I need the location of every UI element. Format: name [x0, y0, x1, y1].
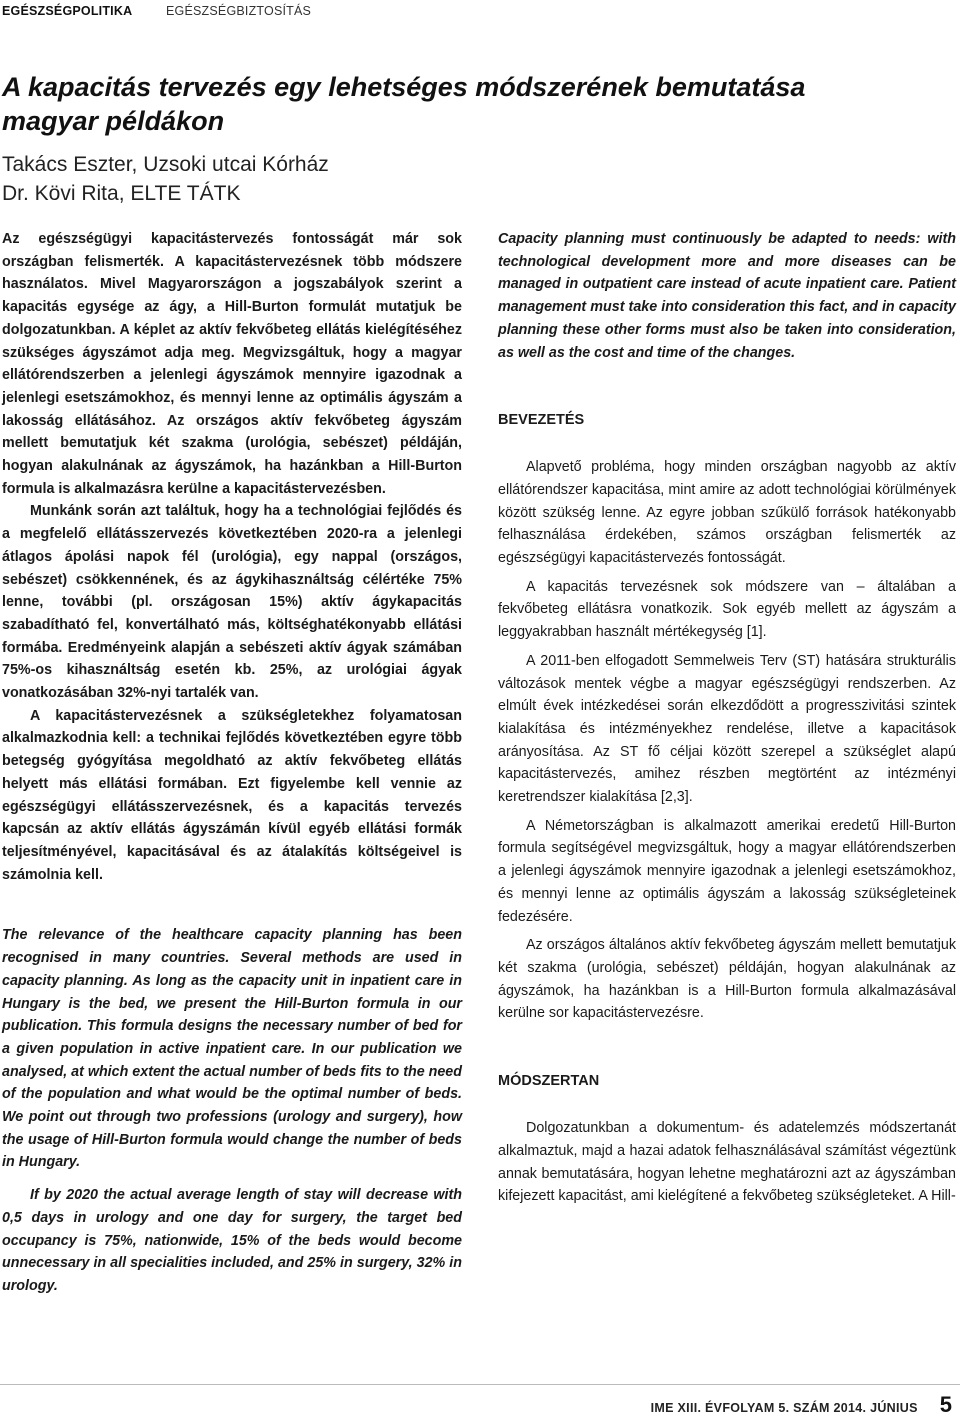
page-footer: [651, 1392, 952, 1418]
section-body-bevezetes: [498, 456, 956, 1025]
author-line: Takács Eszter, Uzsoki utcai Kórház: [2, 153, 329, 176]
journal-issue: IME XIII. ÉVFOLYAM 5. SZÁM 2014. JÚNIUS: [650, 1401, 918, 1415]
abstract-hu-paragraph: A kapacitástervezésnek a szükségletekhez folyamatosan alkalmazkodnia kell: a technikai fejlődés következtében egyre több betegség gyógyítása megoldható az aktív fekvőbeteg ellátás helyett más ellátási formában. Ezt figyelembe kell vennie az egészségügyi ellátásszervezésnek, és a kapacitás tervezés kapcsán az aktív ellátás ágyszámán kívül egyéb ellátási formák teljesítményével, kapacitásával és az átalakítás költségeivel is számolnia kell.: [2, 707, 462, 883]
abstract-english: [2, 924, 462, 1297]
abstract-english-continued: [498, 228, 956, 364]
section-title-bevezetes: BEVEZETÉS: [498, 412, 585, 429]
footer-divider: [0, 1384, 960, 1385]
body-paragraph: A 2011-ben elfogadott Semmelweis Terv (ST) hatására strukturális változások mentek végbe a magyar egészségügyi rendszerben. Az elmúlt évek intézkedései során elkezdődött a progresszivitási szintek kialakítása és intézményekhez rendelése, illetve a kapacitások arányosítása. Az ST fő céljai között szerepel a szükséglet alapú kapacitástervezés, amihez részben megtörtént az intézményi keretrendszer kialakítása [2,3].: [498, 652, 956, 806]
article-title: A kapacitás tervezés egy lehetséges módszerének bemutatása magyar példákon: [2, 72, 806, 136]
abstract-hu-paragraph: Az egészségügyi kapacitástervezés fontosságát már sok országban felismerték. A kapacitástervezésnek több módszere használatos. Mivel Magyarországon a jogszabályok szerint a kapacitás egysége az ágy, a Hill-Burton formulát mutatjuk be dolgozatunkban. A képlet az aktív fekvőbeteg ellátás kielégítéséhez szükséges ágyszámot adja meg. Megvizsgáltuk, hogy a magyar ellátórendszerben a jelenlegi ágyszámok mennyire igazodnak a jelenlegi esetszámokhoz, és mennyi lenne az optimális ágyszám a lakosság ellátásához. Az országos aktív fekvőbeteg ágyszám mellett bemutatjuk két szakma (urológia, sebészet) példáján, hogyan alakulnának az ágyszámok, ha hazánkban a Hill-Burton formula is alkalmazásra kerülne a kapacitástervezésben.: [2, 231, 462, 497]
body-paragraph: Az országos általános aktív fekvőbeteg ágyszám mellett bemutatjuk két szakma (urológia, sebészet) példáján, hogyan alakulnának az ágyszámok, ha hazánkban is a Hill-Burton formula alkalmazásával kerülne sor kapacitástervezésre.: [498, 937, 956, 1022]
body-paragraph: Alapvető probléma, hogy minden országban nagyobb az aktív ellátórendszer kapacitása, mint amire az adott technológiai körülmények között szükség lenne. Az egyre jobban szűkülő források hatékonyabb felhasználása érdekében, számos országban felismerték az egészségügyi kapacitástervezés fontosságát.: [498, 459, 956, 567]
abstract-en-paragraph: Capacity planning must continuously be adapted to needs: with technological development more and more diseases can be managed in outpatient care instead of acute inpatient care. Patient management must take into consideration this fact, and in capacity planning these other forms must also be taken into consideration, as well as the cost and time of the changes.: [498, 231, 956, 361]
page-number: 5: [939, 1392, 952, 1417]
abstract-hu-paragraph: Munkánk során azt találtuk, hogy ha a technológiai fejlődés és a megfelelő ellátásszervezés következtében 2020-ra a jelenlegi átlagos ápolási napok fél (urológia), egy nappal (országos, sebészet) csökkennének, és az ágykihasználtság célértéke 75% lenne, további (pl. országosan 15%) aktív ágykapacitás szabadítható fel, konvertálható más, költséghatékonyabb ellátási formába. Eredményeink alapján a sebészeti aktív ágyak számában 75%-os kihasználtság esetén kb. 25%, az urológiai ágyak vonatkozásában 32%-nyi tartalék van.: [2, 503, 462, 702]
abstract-en-paragraph: The relevance of the healthcare capacity planning has been recognised in many countries. Several methods are used in capacity planning. As long as the capacity unit in inpatient care in Hungary is the bed, we present the Hill-Burton formula in our publication. This formula designs the necessary number of bed for a given population in active inpatient care. In our publication we analysed, at which extent the actual number of beds fits to the need of the population and what would be the optimal number of beds. We point out through two professions (urology and surgery), how the usage of Hill-Burton formula would change the number of beds in Hungary.: [2, 927, 462, 1171]
page-header: [0, 0, 960, 22]
article-authors: [2, 150, 329, 208]
abstract-en-paragraph: If by 2020 the actual average length of stay will decrease with 0,5 days in urology and one day for surgery, the target bed occupancy is 75%, nationwide, 15% of the beds would become unnecessary in all specialities included, and 25% in surgery, 32% in urology.: [2, 1187, 462, 1294]
body-paragraph: A kapacitás tervezésnek sok módszere van – általában a fekvőbeteg ellátásra vonatkozik. Sok egyéb mellett az ágyszám a leggyakrabban használt mértékegység [1].: [498, 578, 956, 641]
header-section: EGÉSZSÉGPOLITIKA: [2, 4, 133, 18]
header-subsection: EGÉSZSÉGBIZTOSÍTÁS: [166, 4, 312, 18]
section-title-modszertan: MÓDSZERTAN: [498, 1073, 600, 1090]
right-column: [498, 228, 956, 1208]
section-body-modszertan: [498, 1117, 956, 1208]
left-column: [2, 228, 462, 1298]
abstract-hungarian: [2, 228, 462, 886]
body-paragraph: Dolgozatunkban a dokumentum- és adatelemzés módszertanát alkalmaztuk, majd a hazai adatok felhasználásával számítást végeztünk annak bemutatására, hogyan lehetne meghatározni azt az ágyszámban kifejezett kapacitást, ami kielégítené a fekvőbeteg szükségleteket. A Hill-: [498, 1120, 956, 1205]
author-line: Dr. Kövi Rita, ELTE TÁTK: [2, 182, 241, 205]
body-paragraph: A Németországban is alkalmazott amerikai eredetű Hill-Burton formula segítségével megvizsgáltuk, hogy a magyar ellátórendszerben a jelenlegi ágyszámok mennyire igazodnak a jelenlegi esetszámokhoz, és mennyi lenne az optimális ágyszám a lakosság szükségleteinek fedezésére.: [498, 817, 956, 925]
